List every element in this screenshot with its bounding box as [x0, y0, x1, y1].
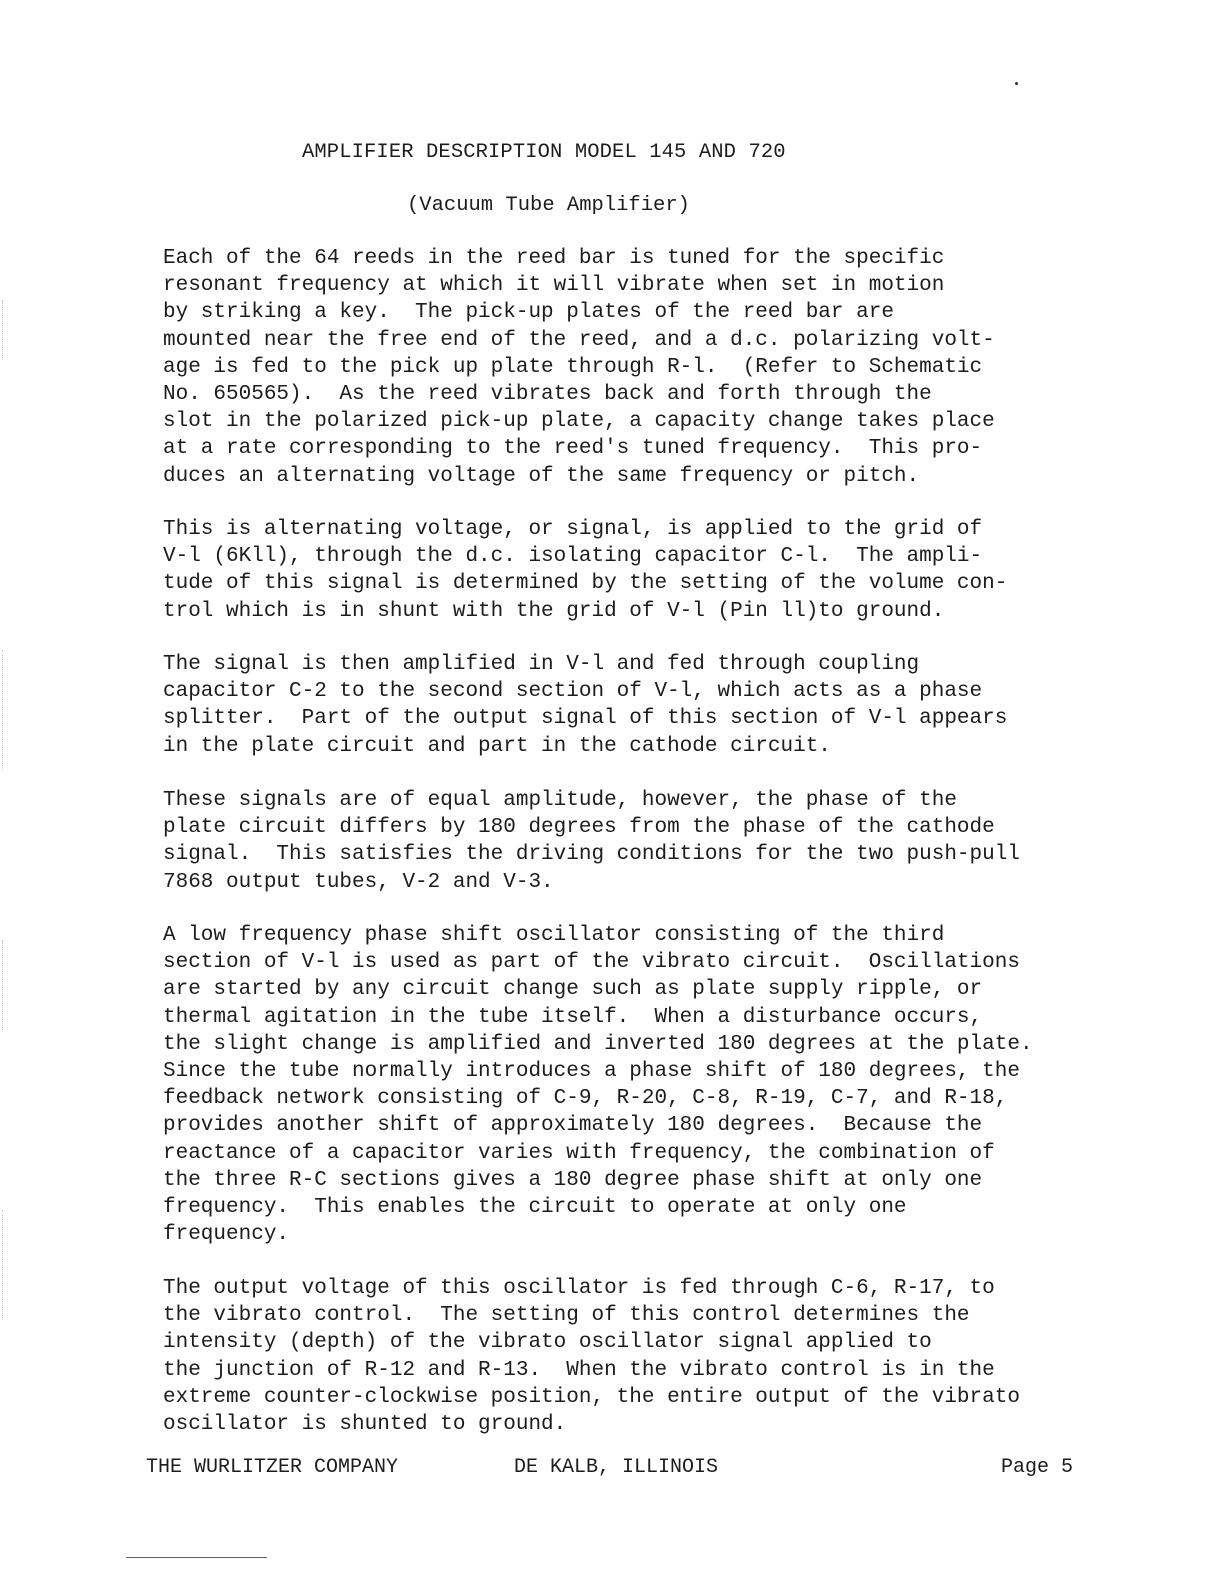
text-line: Since the tube normally introduces a phase shift of 180 degrees, the [163, 1059, 1020, 1083]
text-line: Each of the 64 reeds in the reed bar is tuned for the specific [163, 247, 945, 270]
page-subtitle: (Vacuum Tube Amplifier) [407, 194, 690, 217]
text-line: section of V-l is used as part of the vibrato circuit. Oscillations [163, 951, 1020, 975]
text-line: A low frequency phase shift oscillator consisting of the third [163, 924, 945, 947]
text-line: These signals are of equal amplitude, however, the phase of the [163, 789, 957, 812]
paragraph-push-pull [163, 787, 1020, 896]
text-line: the vibrato control. The setting of this control determines the [163, 1304, 970, 1328]
text-line: V-l (6Kll), through the d.c. isolating capacitor C-l. The ampli- [163, 545, 983, 569]
text-line: are started by any circuit change such as plate supply ripple, or [163, 978, 983, 1002]
text-line: the slight change is amplified and inverted 180 degrees at the plate. [163, 1032, 1033, 1056]
text-line: at a rate corresponding to the reed's tuned frequency. This pro- [163, 437, 983, 461]
text-line: 7868 output tubes, V-2 and V-3. [163, 870, 554, 894]
text-line: frequency. [163, 1223, 290, 1247]
link-underline-rule [126, 1557, 267, 1558]
paragraph-phase-splitter [163, 651, 1007, 760]
text-line: reactance of a capacitor varies with frequency, the combination of [163, 1141, 995, 1165]
paragraph-vibrato-control [163, 1275, 1020, 1438]
text-line: intensity (depth) of the vibrato oscillator signal applied to [163, 1331, 932, 1355]
scan-edge-mark [2, 1210, 3, 1320]
text-line: signal. This satisfies the driving conditions for the two push-pull [163, 843, 1020, 867]
text-line: trol which is in shunt with the grid of V-l (Pin ll)to ground. [163, 599, 945, 623]
footer-company: THE WURLITZER COMPANY [146, 1456, 399, 1479]
text-line: duces an alternating voltage of the same frequency or pitch. [163, 464, 920, 488]
text-line: frequency. This enables the circuit to operate at only one [163, 1195, 907, 1219]
text-line: in the plate circuit and part in the cathode circuit. [163, 734, 831, 758]
text-line: the junction of R-12 and R-13. When the vibrato control is in the [163, 1358, 995, 1382]
text-line: This is alternating voltage, or signal, is applied to the grid of [163, 518, 983, 541]
text-line: capacitor C-2 to the second section of V-l, which acts as a phase [163, 680, 983, 704]
scan-speck [1015, 82, 1018, 85]
footer-page-number: Page 5 [1001, 1456, 1074, 1479]
text-line: provides another shift of approximately 180 degrees. Because the [163, 1114, 983, 1138]
paragraph-vibrato-oscillator [163, 922, 1033, 1248]
text-line: tude of this signal is determined by the setting of the volume con- [163, 572, 1008, 596]
text-line: by striking a key. The pick-up plates of the reed bar are [163, 301, 894, 325]
text-line: age is fed to the pick up plate through R-l. (Refer to Schematic [163, 355, 983, 379]
text-line: No. 650565). As the reed vibrates back and forth through the [163, 382, 932, 406]
text-line: The signal is then amplified in V-l and fed through coupling [163, 653, 920, 676]
page-title: AMPLIFIER DESCRIPTION MODEL 145 AND 720 [302, 141, 786, 164]
text-line: The output voltage of this oscillator is fed through C-6, R-17, to [163, 1277, 995, 1300]
text-line: the three R-C sections gives a 180 degree phase shift at only one [163, 1168, 983, 1192]
footer-location: DE KALB, ILLINOIS [514, 1456, 719, 1479]
text-line: extreme counter-clockwise position, the entire output of the vibrato [163, 1385, 1020, 1409]
text-line: slot in the polarized pick-up plate, a capacity change takes place [163, 410, 995, 434]
text-line: mounted near the free end of the reed, and a d.c. polarizing volt- [163, 328, 995, 352]
text-line: thermal agitation in the tube itself. When a disturbance occurs, [163, 1005, 983, 1029]
text-line: resonant frequency at which it will vibrate when set in motion [163, 274, 945, 298]
scan-edge-mark [2, 300, 3, 360]
paragraph-signal-input [163, 516, 1007, 625]
scan-edge-mark [2, 940, 3, 1030]
text-line: plate circuit differs by 180 degrees from the phase of the cathode [163, 816, 995, 840]
scan-edge-mark [2, 650, 3, 770]
paragraph-reed-tuning [163, 245, 995, 490]
text-line: feedback network consisting of C-9, R-20, C-8, R-19, C-7, and R-18, [163, 1087, 1008, 1111]
text-line: oscillator is shunted to ground. [163, 1412, 567, 1436]
text-line: splitter. Part of the output signal of this section of V-l appears [163, 707, 1008, 731]
